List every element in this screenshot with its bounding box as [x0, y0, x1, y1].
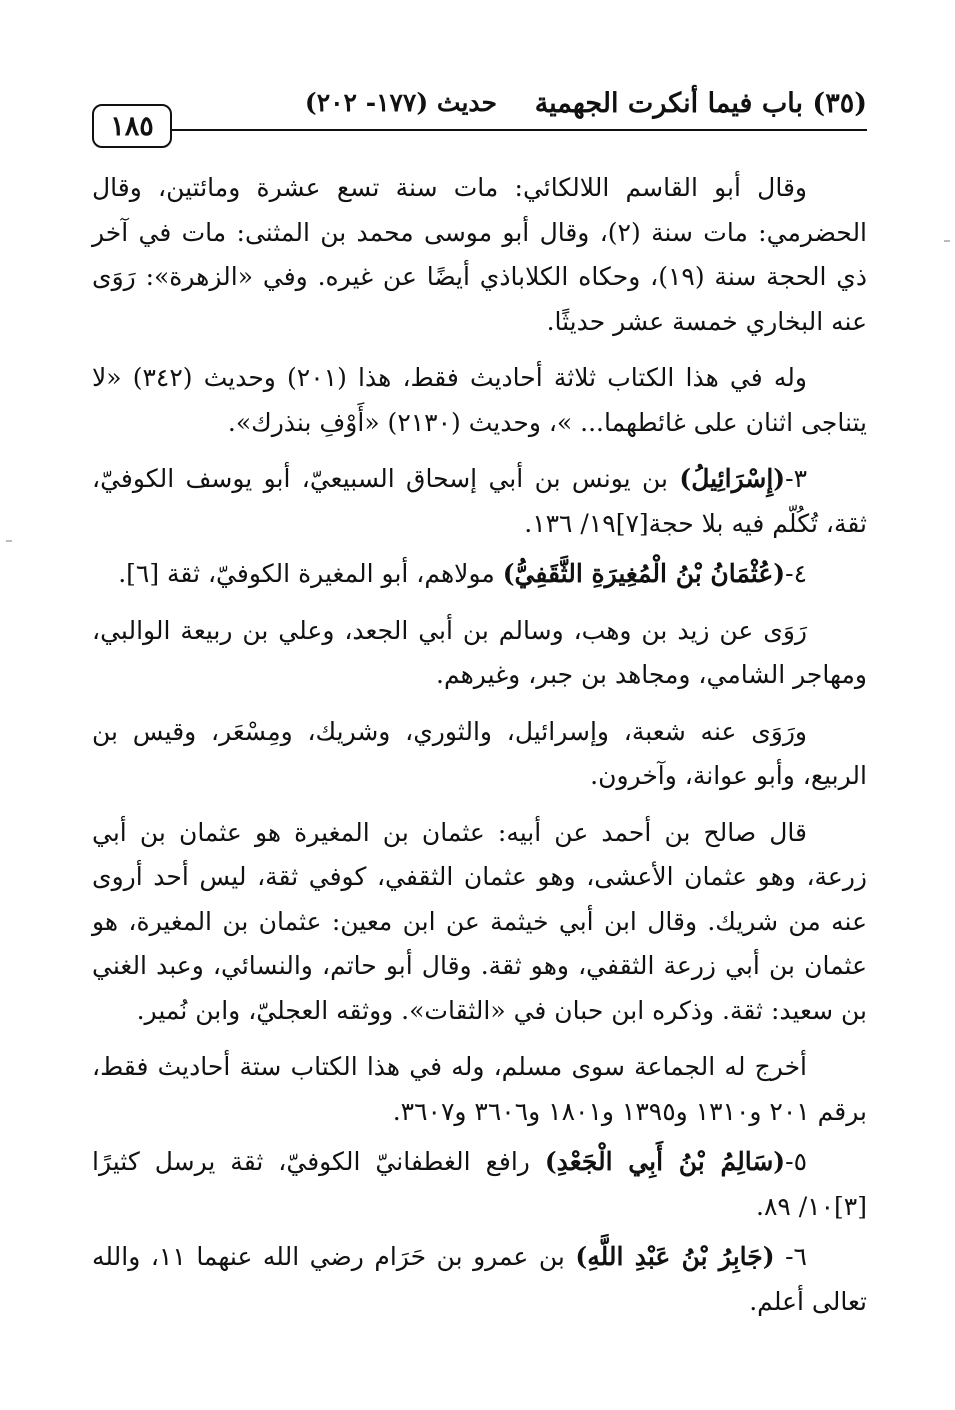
- entry-number: ٦-: [774, 1242, 807, 1271]
- paragraph-text: قال صالح بن أحمد عن أبيه: عثمان بن المغيرة هو عثمان بن أبي زرعة، وهو عثمان الأعشى، وهو عثمان الثقفي، كوفي ثقة، ليس أحد أروى عنه من شريك. وقال ابن أبي خيثمة عن ابن معين: عثمان بن المغيرة، هو عثمان بن أبي زرعة الثقفي، وهو ثقة. وقال أبو حاتم، والنسائي، وعبد الغني بن سعيد: ثقة. وذكره ابن حبان في «الثقات». ووثقه العجليّ، وابن نُمير.: [92, 817, 867, 1025]
- header-rule: [172, 129, 867, 131]
- entry-number: ٣-: [785, 464, 807, 493]
- paragraph-text: أخرج له الجماعة سوى مسلم، وله في هذا الكتاب ستة أحاديث فقط، برقم ٢٠١ و١٣١٠ و١٣٩٥ و١٨٠١ و٣٦٠٦ و٣٦٠٧.: [92, 1052, 867, 1126]
- scan-speck: [944, 240, 950, 242]
- paragraph-text: رَوَى عن زيد بن وهب، وسالم بن أبي الجعد، وعلي بن ربيعة الوالبي، ومهاجر الشامي، ومجاهد بن جبر، وغيرهم.: [92, 615, 867, 689]
- page-number: [92, 104, 172, 148]
- paragraph-text: ورَوَى عنه شعبة، وإسرائيل، والثوري، وشريك، ومِسْعَر، وقيس بن الربيع، وأبو عوانة، وآخرون.: [92, 716, 867, 790]
- narrator-name: (عُثْمَانُ بْنُ الْمُغِيرَةِ الثَّقَفِيُّ): [502, 559, 786, 588]
- page-number-text: ١٨٥: [110, 110, 154, 142]
- paragraph-takhrij: [92, 1045, 867, 1134]
- entry-text: رافع الغطفانيّ الكوفيّ، ثقة يرسل كثيرًا [٣]١٠/ ٨٩.: [92, 1147, 867, 1221]
- narrator-entry-3: [92, 457, 867, 546]
- page-body: [92, 166, 867, 1336]
- paragraph-text: وقال أبو القاسم اللالكائي: مات سنة تسع عشرة ومائتين، وقال الحضرمي: مات سنة (٢)، وقال أبو موسى محمد بن المثنى: مات في آخر ذي الحجة سنة (١٩)، وحكاه الكلاباذي أيضًا عن غيره. وفي «الزهرة»: رَوَى عنه البخاري خمسة عشر حديثًا.: [92, 173, 868, 336]
- narrator-entry-6: [92, 1235, 867, 1324]
- chapter-title: (٣٥) باب فيما أنكرت الجهمية: [534, 88, 867, 119]
- entry-number: ٤-: [785, 559, 807, 588]
- entry-text: مولاهم، أبو المغيرة الكوفيّ، ثقة [٦].: [118, 559, 503, 588]
- hadith-range: حديث (١٧٧- ٢٠٢): [304, 88, 497, 117]
- narrator-name: (سَالِمُ بْنُ أَبِي الْجَعْدِ): [544, 1147, 786, 1176]
- entry-text: بن عمرو بن حَرَام رضي الله عنهما ١١، والله تعالى أعلم.: [92, 1242, 867, 1316]
- paragraph-narrated-by: [92, 710, 867, 799]
- narrator-name: (جَابِرُ بْنُ عَبْدِ اللَّهِ): [575, 1242, 775, 1271]
- paragraph-grading: [92, 811, 867, 1034]
- narrator-entry-5: [92, 1140, 867, 1229]
- narrator-name: (إِسْرَائِيلُ): [679, 464, 786, 493]
- paragraph-death-date: [92, 166, 867, 344]
- entry-number: ٥-: [785, 1147, 807, 1176]
- page-header: [92, 78, 867, 142]
- entry-text: بن يونس بن أبي إسحاق السبيعيّ، أبو يوسف الكوفيّ، ثقة، تُكُلّم فيه بلا حجة[٧]١٩/ ١٣٦.: [92, 464, 867, 538]
- scan-speck: [6, 540, 12, 542]
- paragraph-text: وله في هذا الكتاب ثلاثة أحاديث فقط، هذا (٢٠١) وحديث (٣٤٢) «لا يتناجى اثنان على غائطهما... »، وحديث (٢١٣٠) «أَوْفِ بنذرك».: [92, 363, 867, 437]
- paragraph-hadith-count: [92, 356, 867, 445]
- narrator-entry-4: [92, 552, 867, 597]
- paragraph-narrated-from: [92, 609, 867, 698]
